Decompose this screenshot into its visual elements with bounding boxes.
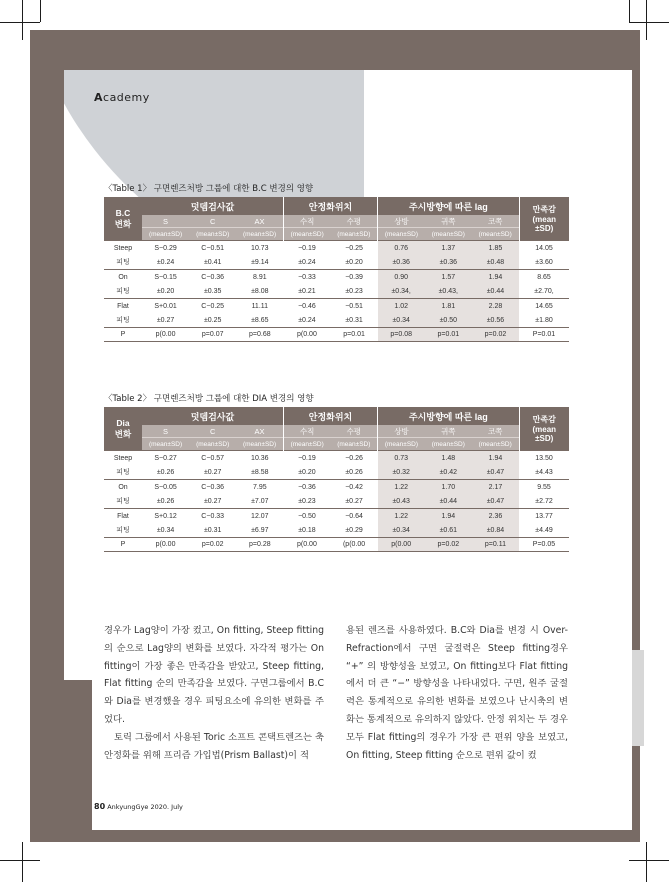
- table-cell: ±4.43: [535, 468, 553, 476]
- table-cell: 1.57: [425, 270, 472, 285]
- table-cell: ±0.25: [203, 316, 222, 324]
- table2-unit-cell: (mean±SD): [378, 438, 425, 451]
- table-cell: ±7.07: [251, 497, 269, 505]
- table-cell: 1.94: [472, 451, 519, 466]
- table-cell: 1.22: [378, 480, 425, 495]
- table-cell: ±0.42: [425, 465, 472, 480]
- crop-mark: [629, 22, 669, 23]
- table1-column-header: 상방: [378, 215, 425, 228]
- table-cell: C−0.33: [189, 509, 236, 524]
- table-cell: ±0.84: [472, 523, 519, 538]
- table2-column-header: 상방: [378, 425, 425, 438]
- p-value-cell: p=0.01: [425, 328, 472, 342]
- table-row: [104, 480, 569, 495]
- table2-caption: 〈Table 2〉 구면렌즈처방 그룹에 대한 DIA 변경의 영향: [104, 394, 314, 404]
- table-cell: −0.46: [283, 299, 330, 314]
- table-cell: ±0.47: [472, 494, 519, 509]
- table-cell: ±3.60: [535, 258, 553, 266]
- table-cell: ±0.20: [345, 258, 363, 266]
- table-cell: S+0.01: [142, 299, 189, 314]
- table-cell: ±0.34: [378, 313, 425, 328]
- p-value-row: [104, 328, 569, 342]
- row-label: 피팅: [116, 527, 130, 534]
- table-cell: 2.28: [472, 299, 519, 314]
- crop-mark: [0, 860, 40, 861]
- inner-left-band: [64, 680, 92, 830]
- row-label: 피팅: [116, 288, 130, 295]
- table-cell: 2.36: [472, 509, 519, 524]
- table2-column-header: 코쪽: [472, 425, 519, 438]
- table-cell: ±6.97: [251, 526, 269, 534]
- row-label: Flat: [104, 299, 142, 314]
- table-cell: 9.55: [519, 480, 569, 495]
- table-row: [104, 284, 569, 299]
- table-cell: ±1.80: [535, 316, 553, 324]
- table-cell: ±8.65: [251, 316, 269, 324]
- body-column-right: [346, 622, 568, 764]
- table-cell: −0.26: [331, 451, 378, 466]
- table-cell: ±0.24: [298, 258, 316, 266]
- row-label: P: [104, 538, 142, 552]
- table-cell: ±0.56: [472, 313, 519, 328]
- table1-unit-cell: (mean±SD): [425, 228, 472, 241]
- table-cell: 10.73: [236, 241, 283, 256]
- table2-unit-cell: (mean±SD): [425, 438, 472, 451]
- table-cell: ±0.31: [345, 316, 363, 324]
- p-value-cell: p=0.11: [472, 538, 519, 552]
- table-cell: 1.37: [425, 241, 472, 256]
- bottom-band: [30, 830, 640, 842]
- table-cell: ±0.34: [156, 526, 175, 534]
- table-cell: ±0.23: [298, 497, 316, 505]
- p-value-cell: p=0.02: [472, 328, 519, 342]
- table-cell: S+0.12: [142, 509, 189, 524]
- p-value-cell: p(0.00: [142, 328, 189, 342]
- table2: [104, 407, 569, 552]
- table-cell: ±0.32: [378, 465, 425, 480]
- p-value-cell: p(0.00: [378, 538, 425, 552]
- table-cell: 7.95: [236, 480, 283, 495]
- page-number: 80: [94, 802, 106, 811]
- table-cell: 2.17: [472, 480, 519, 495]
- table-cell: ±0.35: [203, 287, 222, 295]
- table1-column-header: 수직: [283, 215, 330, 228]
- table-cell: ±0.47: [472, 465, 519, 480]
- table-cell: −0.25: [331, 241, 378, 256]
- paragraph: 경우가 Lag양이 가장 컸고, On fitting, Steep fitting의 순으로 Lag양의 변화를 보였다. 자각적 평가는 On fitting이 가장 좋은 만족감을 받았고, Steep fitting, Flat fitting 순의 만족감을 보였다. 구면그룹에서 B.C와 Dia를 변경했을 경우 피팅요소에 유의한 변화를 주었다.: [104, 625, 324, 725]
- table-cell: ±0.43,: [425, 284, 472, 299]
- table-cell: ±0.23: [345, 287, 363, 295]
- table2-unit-cell: (mean±SD): [472, 438, 519, 451]
- table1-unit-cell: (mean±SD): [283, 228, 330, 241]
- table-cell: −0.42: [331, 480, 378, 495]
- table-cell: ±9.14: [251, 258, 269, 266]
- table1-column-header: 코쪽: [472, 215, 519, 228]
- table-cell: ±0.27: [345, 497, 363, 505]
- table1-unit-cell: (mean±SD): [331, 228, 378, 241]
- left-band: [30, 30, 64, 842]
- table-cell: 1.48: [425, 451, 472, 466]
- table1-unit-cell: (mean±SD): [378, 228, 425, 241]
- table2-unit-cell: (mean±SD): [142, 438, 189, 451]
- table-row: [104, 255, 569, 270]
- table-row: [104, 523, 569, 538]
- table-cell: ±0.44: [425, 494, 472, 509]
- table-cell: ±0.27: [203, 497, 222, 505]
- table-cell: ±0.36: [425, 255, 472, 270]
- table-cell: ±0.26: [156, 468, 175, 476]
- p-value-cell: p(0.00: [283, 328, 330, 342]
- table-cell: S−0.29: [142, 241, 189, 256]
- table1-unit-cell: (mean±SD): [189, 228, 236, 241]
- table2-unit-cell: (mean±SD): [331, 438, 378, 451]
- top-band: [30, 30, 640, 70]
- table-cell: C−0.36: [189, 270, 236, 285]
- table2-column-header: S: [142, 425, 189, 438]
- table1-corner: B.C 변화: [104, 197, 142, 241]
- table-cell: 10.36: [236, 451, 283, 466]
- table2-column-header: AX: [236, 425, 283, 438]
- p-value-cell: p=0.01: [331, 328, 378, 342]
- table-cell: ±0.26: [345, 468, 363, 476]
- table2-column-header: 수직: [283, 425, 330, 438]
- table-cell: ±0.20: [298, 468, 316, 476]
- p-value-cell: p=0.02: [189, 538, 236, 552]
- table1-unit-row: [104, 228, 569, 241]
- body-column-left: [104, 622, 324, 764]
- table-cell: ±0.27: [203, 468, 222, 476]
- table-cell: ±0.20: [156, 287, 175, 295]
- table-cell: S−0.15: [142, 270, 189, 285]
- table1-unit-cell: (mean±SD): [472, 228, 519, 241]
- p-value-cell: p(0.00: [142, 538, 189, 552]
- table-cell: −0.64: [331, 509, 378, 524]
- crop-mark: [629, 860, 669, 861]
- table-cell: ±0.36: [378, 255, 425, 270]
- table1-subheader-row: [104, 215, 569, 228]
- row-label: 피팅: [116, 259, 130, 266]
- paragraph: 용된 렌즈를 사용하였다. B.C와 Dia를 변경 시 Over-Refraction에서 구면 굴절력은 Steep fitting경우 “+” 의 방향성을 보였고, On fitting보다 Flat fitting에서 더 큰 “−” 방향성을 나타내었다. 구면, 원주 굴절력은 통계적으로 유의한 변화를 보였으나 난시축의 변화는 통계적으로 유의하지 않았다. 안정 위치는 두 경우 모두 Flat fitting의 경우가 가장 큰 편위 양을 보였고, On fitting, Steep fitting 순으로 편위 값이 컸: [346, 625, 568, 761]
- table1-column-header: 수평: [331, 215, 378, 228]
- table-cell: ±0.48: [472, 255, 519, 270]
- table-cell: ±0.24: [298, 316, 316, 324]
- row-label: 피팅: [116, 317, 130, 324]
- table-cell: 8.91: [236, 270, 283, 285]
- table1-group-header: 주시방향에 따른 lag: [378, 197, 519, 215]
- table2-unit-cell: (mean±SD): [283, 438, 330, 451]
- p-value-cell: (p(0.00: [331, 538, 378, 552]
- table-row: [104, 509, 569, 524]
- table-cell: 0.76: [378, 241, 425, 256]
- table-cell: 1.85: [472, 241, 519, 256]
- table-cell: 1.81: [425, 299, 472, 314]
- crop-mark: [629, 0, 630, 22]
- row-label: On: [104, 270, 142, 285]
- table-cell: S−0.27: [142, 451, 189, 466]
- table1-unit-cell: (mean±SD): [236, 228, 283, 241]
- table-cell: ±0.50: [425, 313, 472, 328]
- table1-column-header: 귀쪽: [425, 215, 472, 228]
- table-cell: ±0.34: [378, 523, 425, 538]
- table-row: [104, 299, 569, 314]
- table-cell: ±0.43: [378, 494, 425, 509]
- table-cell: ±0.61: [425, 523, 472, 538]
- page-footer: [94, 802, 183, 811]
- table-row: [104, 313, 569, 328]
- table-cell: 13.50: [519, 451, 569, 466]
- table-cell: 12.07: [236, 509, 283, 524]
- p-value-cell: p=0.68: [236, 328, 283, 342]
- row-label: P: [104, 328, 142, 342]
- table2-group-header: 주시방향에 따른 lag: [378, 407, 519, 425]
- table-row: [104, 241, 569, 256]
- table-cell: −0.33: [283, 270, 330, 285]
- row-label: Steep: [104, 241, 142, 256]
- row-label: 피팅: [116, 498, 130, 505]
- table-cell: ±0.44: [472, 284, 519, 299]
- table-cell: 11.11: [236, 299, 283, 314]
- paragraph: 토릭 그룹에서 사용된 Toric 소프트 콘택트렌즈는 축 안정화를 위해 프리즘 가입법(Prism Ballast)이 적: [104, 731, 324, 761]
- crop-mark: [646, 0, 647, 40]
- table2-unit-cell: (mean±SD): [189, 438, 236, 451]
- table-cell: S−0.05: [142, 480, 189, 495]
- table-cell: 0.73: [378, 451, 425, 466]
- table-cell: 1.94: [472, 270, 519, 285]
- crop-mark: [22, 842, 23, 882]
- table-row: [104, 465, 569, 480]
- table-cell: ±0.41: [203, 258, 222, 266]
- table1-unit-cell: (mean±SD): [142, 228, 189, 241]
- table-cell: ±8.08: [251, 287, 269, 295]
- p-value-cell: p=0.02: [425, 538, 472, 552]
- table-cell: ±0.27: [156, 316, 175, 324]
- p-value-row: [104, 538, 569, 552]
- row-label: Steep: [104, 451, 142, 466]
- table-cell: ±0.24: [156, 258, 175, 266]
- table-cell: ±8.58: [251, 468, 269, 476]
- p-value-cell: p(0.00: [283, 538, 330, 552]
- table-cell: ±0.31: [203, 526, 222, 534]
- p-value-cell: P=0.01: [519, 328, 569, 342]
- table-cell: −0.50: [283, 509, 330, 524]
- table-cell: 14.65: [519, 299, 569, 314]
- table1-caption: 〈Table 1〉 구면렌즈처방 그룹에 대한 B.C 변경의 영향: [104, 184, 314, 194]
- table1-column-header: S: [142, 215, 189, 228]
- table-row: [104, 451, 569, 466]
- table-cell: ±0.21: [298, 287, 316, 295]
- table-cell: C−0.51: [189, 241, 236, 256]
- table-cell: −0.51: [331, 299, 378, 314]
- table2-unit-cell: (mean±SD): [236, 438, 283, 451]
- table-cell: −0.19: [283, 451, 330, 466]
- table-cell: −0.36: [283, 480, 330, 495]
- table-cell: C−0.57: [189, 451, 236, 466]
- table-row: [104, 494, 569, 509]
- table-cell: ±0.34,: [378, 284, 425, 299]
- table2-satisfaction-header: 만족감 (mean ±SD): [519, 407, 569, 451]
- table-cell: 13.77: [519, 509, 569, 524]
- p-value-cell: p=0.07: [189, 328, 236, 342]
- table-cell: ±0.26: [156, 497, 175, 505]
- table-cell: 1.22: [378, 509, 425, 524]
- table-cell: 1.70: [425, 480, 472, 495]
- table-cell: 1.94: [425, 509, 472, 524]
- table1-column-header: AX: [236, 215, 283, 228]
- crop-mark: [646, 842, 647, 882]
- table-cell: ±2.70,: [534, 287, 554, 295]
- table1-satisfaction-header: 만족감 (mean ±SD): [519, 197, 569, 241]
- table2-column-header: 수평: [331, 425, 378, 438]
- table-cell: ±4.49: [535, 526, 553, 534]
- table-cell: −0.39: [331, 270, 378, 285]
- table1-column-header: C: [189, 215, 236, 228]
- table2-column-header: C: [189, 425, 236, 438]
- section-header: Academy: [94, 91, 150, 104]
- table-cell: C−0.25: [189, 299, 236, 314]
- table2-subheader-row: [104, 425, 569, 438]
- table2-column-header: 귀쪽: [425, 425, 472, 438]
- table-cell: ±2.72: [535, 497, 553, 505]
- footer-text: AnkyungGye 2020. July: [107, 803, 183, 811]
- table-cell: ±0.29: [345, 526, 363, 534]
- table-cell: C−0.36: [189, 480, 236, 495]
- side-tab-marker: [632, 650, 644, 746]
- table-row: [104, 270, 569, 285]
- p-value-cell: p=0.08: [378, 328, 425, 342]
- table-cell: 14.05: [519, 241, 569, 256]
- table1-group-header: 덧뎀검사값: [142, 197, 283, 215]
- table-cell: 1.02: [378, 299, 425, 314]
- table1-group-header: 안정화위치: [283, 197, 377, 215]
- row-label: Flat: [104, 509, 142, 524]
- crop-mark: [0, 22, 40, 23]
- row-label: On: [104, 480, 142, 495]
- table-cell: ±0.18: [298, 526, 316, 534]
- p-value-cell: p=0.28: [236, 538, 283, 552]
- crop-mark: [40, 0, 41, 22]
- row-label: 피팅: [116, 469, 130, 476]
- table2-unit-row: [104, 438, 569, 451]
- table2-corner: Dia 변화: [104, 407, 142, 451]
- table2-group-header: 안정화위치: [283, 407, 377, 425]
- p-value-cell: P=0.05: [519, 538, 569, 552]
- table2-group-header: 덧뎀검사값: [142, 407, 283, 425]
- table-cell: 0.90: [378, 270, 425, 285]
- table1: [104, 197, 569, 342]
- crop-mark: [22, 0, 23, 40]
- table-cell: −0.19: [283, 241, 330, 256]
- table-cell: 8.65: [519, 270, 569, 285]
